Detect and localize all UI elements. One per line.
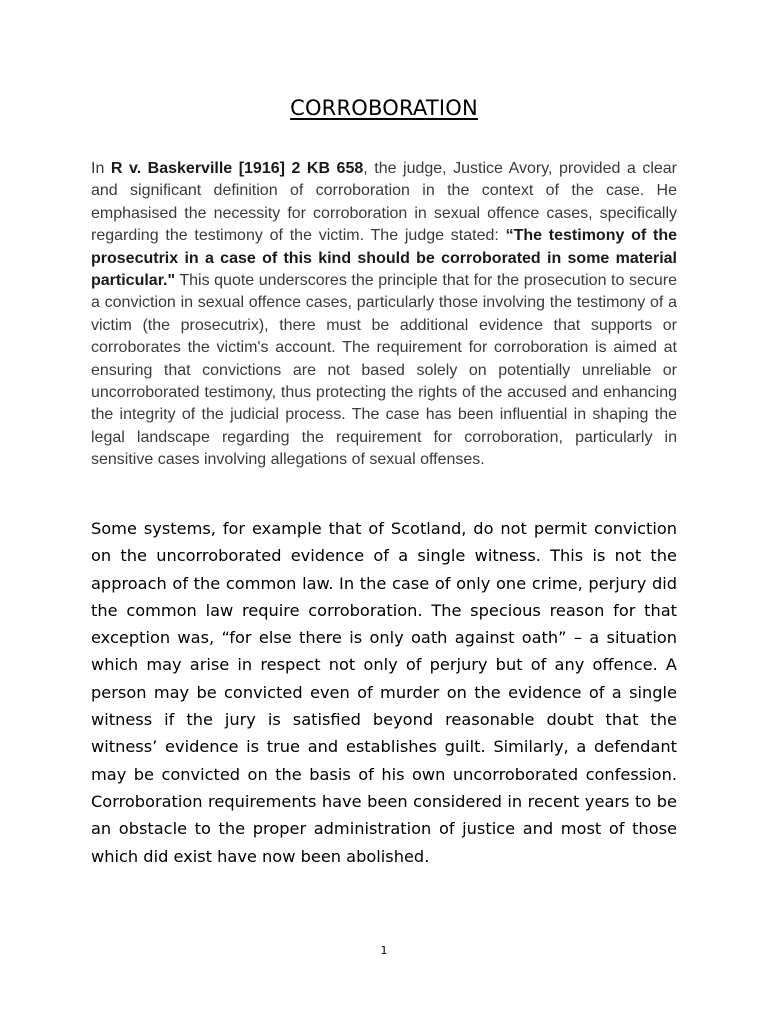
paragraph-intro-text: In bbox=[91, 160, 111, 177]
page-number: 1 bbox=[380, 944, 388, 957]
case-citation: R v. Baskerville [1916] 2 KB 658 bbox=[110, 160, 364, 177]
paragraph-body-text: , the judge, Justice Avory, provided a clear and significant definition of corroboration in the context of the case. He emphasised the necessity for corroboration in sexual offence cases, specifically regarding the testimony of the victim. The judge stated: bbox=[91, 160, 678, 245]
document-title: CORROBORATION bbox=[290, 96, 478, 120]
paragraph-common-law: Some systems, for example that of Scotland, do not permit conviction on the uncorroborated evidence of a single witness. This is not the approach of the common law. In the case of only one crime, perjury did the common law require corroboration. The specious reason for that exception was, “for else there is only oath against oath” – a situation which may arise in respect not only of perjury but of any offence. A person may be convicted even of murder on the evidence of a single witness if the jury is satisfied beyond reasonable doubt that the witness’ evidence is true and establishes guilt. Similarly, a defendant may be convicted on the basis of his own uncorroborated confession. Corroboration requirements have been considered in recent years to be an obstacle to the proper administration of justice and most of those which did exist have now been abolished. bbox=[91, 519, 677, 866]
paragraph-baskerville bbox=[91, 158, 677, 472]
judge-quote: “The testimony of the prosecutrix in a case of this kind should be corroborated in some material particular." bbox=[91, 227, 677, 290]
paragraph-continuation-text: This quote underscores the principle that for the prosecution to secure a conviction in sexual offence cases, particularly those involving the testimony of a victim (the prosecutrix), there must be additional evidence that supports or corroborates the victim's account. The requirement for corroboration is aimed at ensuring that convictions are not based solely on potentially unreliable or uncorroborated testimony, thus protecting the rights of the accused and enhancing the integrity of the judicial process. The case has been influential in shaping the legal landscape regarding the requirement for corroboration, particularly in sensitive cases involving allegations of sexual offenses. bbox=[91, 272, 677, 469]
